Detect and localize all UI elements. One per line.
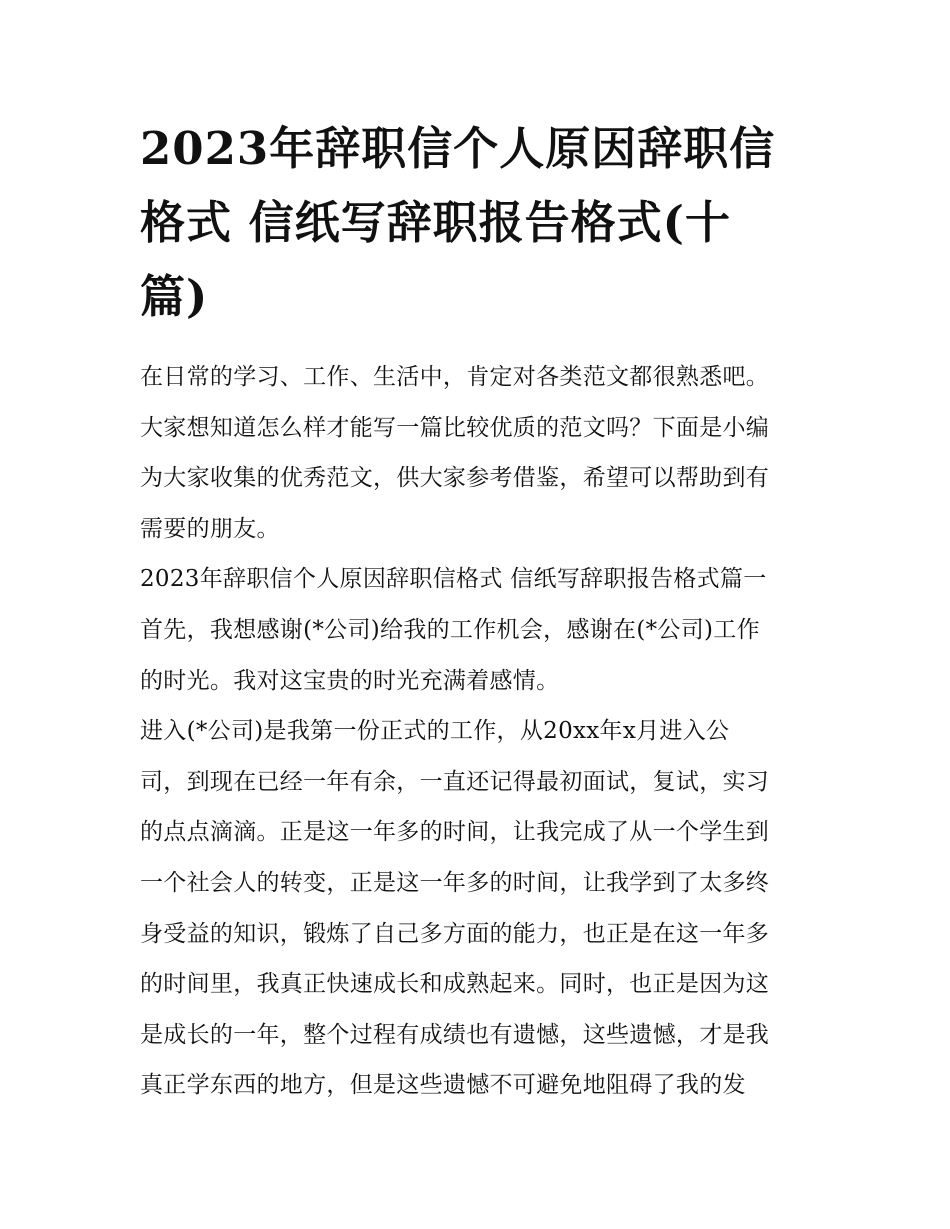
body-line: 真正学东西的地方，但是这些遗憾不可避免地阻碍了我的发 bbox=[140, 1072, 746, 1099]
body-line: 身受益的知识，锻炼了自己多方面的能力，也正是在这一年多 bbox=[140, 920, 770, 947]
document-body bbox=[140, 352, 830, 1111]
body-line: 需要的朋友。 bbox=[140, 515, 280, 542]
body-line: 首先，我想感谢(*公司)给我的工作机会，感谢在(*公司)工作 bbox=[140, 616, 760, 643]
body-line: 在日常的学习、工作、生活中，肯定对各类范文都很熟悉吧。 bbox=[140, 364, 770, 390]
body-line: 一个社会人的转变，正是这一年多的时间，让我学到了太多终 bbox=[140, 869, 770, 896]
section-heading-line: 2023年辞职信个人原因辞职信格式 信纸写辞职报告格式篇一 bbox=[140, 566, 767, 593]
body-line: 的时光。我对这宝贵的时光充满着感情。 bbox=[140, 667, 560, 694]
body-line: 的点点滴滴。正是这一年多的时间，让我完成了从一个学生到 bbox=[140, 819, 770, 846]
title-line: 格式 信纸写辞职报告格式(十 bbox=[140, 196, 731, 249]
title-line: 篇) bbox=[140, 270, 209, 323]
title-line: 2023年辞职信个人原因辞职信 bbox=[140, 122, 776, 175]
document-title bbox=[140, 112, 820, 334]
body-line: 是成长的一年，整个过程有成绩也有遗憾，这些遗憾，才是我 bbox=[140, 1021, 770, 1048]
body-line: 为大家收集的优秀范文，供大家参考借鉴，希望可以帮助到有 bbox=[140, 465, 770, 492]
body-line: 大家想知道怎么样才能写一篇比较优质的范文吗？下面是小编 bbox=[140, 414, 770, 441]
body-line: 司，到现在已经一年有余，一直还记得最初面试，复试，实习 bbox=[140, 768, 770, 795]
body-line: 的时间里，我真正快速成长和成熟起来。同时，也正是因为这 bbox=[140, 971, 770, 998]
body-line: 进入(*公司)是我第一份正式的工作，从20xx年x月进入公 bbox=[140, 718, 730, 745]
